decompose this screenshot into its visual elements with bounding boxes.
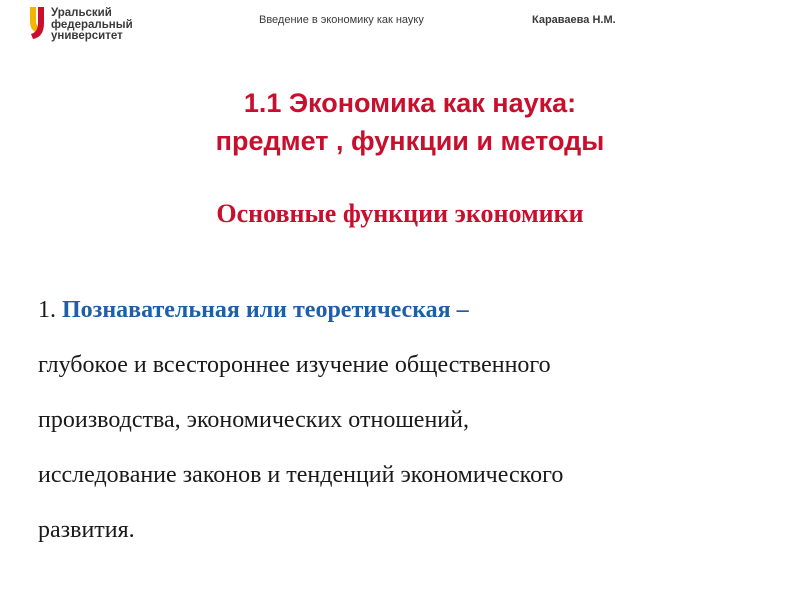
university-logo: [27, 5, 133, 43]
description-line-4: развития.: [38, 517, 135, 543]
item-number: 1.: [38, 297, 56, 323]
item-heading-line: [38, 283, 778, 338]
urfu-logo-icon: [27, 5, 47, 43]
slide-title-line-1: 1.1 Экономика как наука:: [243, 88, 577, 118]
logo-line-2: федеральный: [51, 18, 133, 31]
description-line-1: глубокое и всестороннее изучение общественного: [38, 352, 551, 378]
author-name: Караваева Н.М.: [532, 14, 616, 26]
logo-text: [51, 5, 133, 43]
slide-title: [0, 84, 800, 160]
item-heading: Познавательная или теоретическая –: [62, 297, 469, 323]
description-line-3: исследование законов и тенденций экономического: [38, 462, 564, 488]
description-line-2: производства, экономических отношений,: [38, 407, 469, 433]
course-title: Введение в экономику как науку: [259, 14, 424, 26]
slide-title-line-2: предмет , функции и методы: [215, 126, 605, 156]
logo-line-1: Уральский: [51, 7, 112, 19]
slide-subtitle: Основные функции экономики: [216, 199, 584, 228]
logo-line-3: университет: [51, 30, 123, 42]
content-block: [38, 283, 778, 558]
